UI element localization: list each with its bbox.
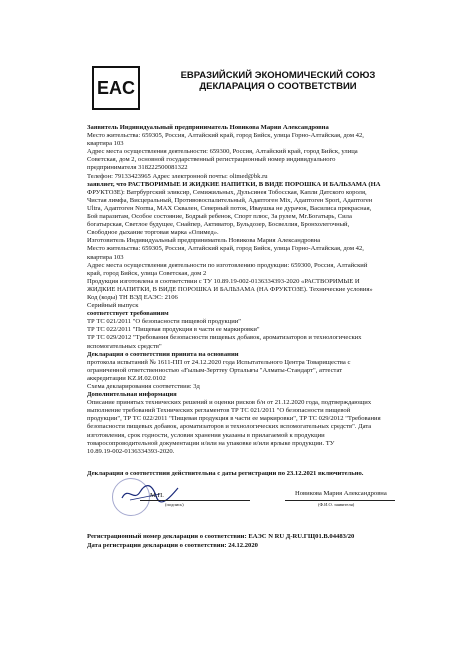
body-line: Свободное дыхание торговая марка «Олимед».	[87, 229, 219, 237]
registration-number-value: ЕАЭС N RU Д-RU.ГЩ01.В.04483/20	[248, 533, 355, 540]
body-line: Адрес места осуществления деятельности: 659300, Россия, Алтайский край, город Бийск, улица	[87, 148, 358, 156]
body-line: Ultra, Адаптоген Norma, MAX Сквален, Северный поток, Иваушка не дурачок, Василиса прекрасная,	[87, 204, 372, 212]
body-line: ТР ТС 022/2011 "Пищевая продукция в части ее маркировки"	[87, 326, 260, 334]
signature-caption: (подпись)	[165, 502, 184, 507]
eac-logo-text: EAC	[96, 77, 135, 98]
body-line: квартира 103	[87, 140, 124, 148]
body-line: Продукция изготовлена в соответствии с ТУ 10.89.19-002-0136334393-2020 «РАСТВОРИМЫЕ И	[87, 277, 360, 285]
body-line: Схема декларирования соответствия: 3д	[87, 383, 200, 390]
validity-statement: Декларация о соответствии действительна с даты регистрации по 23.12.2021 включительно.	[87, 470, 364, 477]
body-line: Место жительства: 659305, Россия, Алтайский край, город Бийск, улица Горно-Алтайская, дом 42,	[87, 132, 364, 140]
body-line: ФРУКТОЗЕ): Ватрбургский эликсир, Семижильных, Дульсинея Тобосская, Капли Датского короля,	[87, 188, 367, 196]
body-line: Описание принятых технических решений и оценки рисков б/н от 21.12.2020 года, подтверждающих	[87, 399, 372, 407]
body-line: безопасности пищевых добавок, ароматизаторов и технологических вспомогательных средств". Дата	[87, 423, 372, 431]
body-line: 10.89.19-002-0136334393-2020.	[87, 447, 175, 455]
declaration-body	[87, 124, 399, 456]
body-line: вспомогательных средств"	[87, 342, 162, 350]
registration-number-label: Регистрационный номер декларации о соответствии:	[87, 533, 247, 540]
body-line: Заявитель Индивидуальный предприниматель Новикова Мария Александровна	[87, 124, 329, 131]
stamp-placeholder-label: М.П.	[150, 492, 164, 499]
body-line: ТР ТС 021/2011 "О безопасности пищевой продукции"	[87, 318, 241, 326]
body-line: Место жительства: 659305, Россия, Алтайский край, город Бийск, улица Горно-Алтайская, дом 42,	[87, 245, 364, 253]
body-line: Телефон: 79133423965 Адрес электронной почты: olimed@bk.ru	[87, 172, 268, 180]
header-union: ЕВРАЗИЙСКИЙ ЭКОНОМИЧЕСКИЙ СОЮЗ	[180, 70, 376, 81]
body-line: квартира 103	[87, 253, 124, 261]
body-line: ТР ТС 029/2012 "Требования безопасности пищевых добавок, ароматизаторов и технологических	[87, 334, 362, 342]
body-line: Серийный выпуск	[87, 302, 139, 310]
body-line: Бой паразитам, Особое состояние, Бодрый ребенок, Спорт плюс, За рулем, Mr.Богатырь, Сила	[87, 213, 352, 221]
body-line: Дополнительная информация	[87, 391, 177, 399]
document-header	[178, 70, 378, 92]
body-line: протокола испытаний № 1611-ПП от 24.12.2020 года Испытательного Центра Товарищества с	[87, 358, 351, 366]
body-line: изготовления, срок годности, условия хранения указаны в прилагаемой к продукции	[87, 431, 325, 439]
body-line: Адрес места осуществления деятельности по изготовлению продукции: 659300, Россия, Алтайский	[87, 261, 368, 269]
body-line: Изготовитель Индивидуальный предприниматель Новикова Мария Александровна	[87, 237, 321, 245]
body-line: выполнение требований Технических регламентов ТР ТС 021/2011 "О безопасности пищевой	[87, 407, 351, 415]
body-line: предпринимателя 318222500081322	[87, 164, 188, 172]
body-line: ЖИДКИЕ НАПИТКИ, В ВИДЕ ПОРОШКА И БАЛЬЗАМА (НА ФРУКТОЗЕ). Технические условия»	[87, 285, 373, 293]
header-title: ДЕКЛАРАЦИЯ О СООТВЕТСТВИИ	[199, 81, 357, 92]
body-line: Код (коды) ТН ВЭД ЕАЭС: 2106	[87, 293, 178, 301]
signature-line	[140, 500, 250, 501]
body-line: Советская, дом 2, основной государственный регистрационный номер индивидуального	[87, 156, 336, 164]
signer-name: Новикова Мария Александровна	[295, 490, 387, 497]
registration-number-row	[87, 533, 407, 542]
registration-date-label: Дата регистрации декларации о соответствии:	[87, 541, 227, 549]
eac-logo	[92, 66, 140, 110]
body-line: товаросопроводительной документации и/или на упаковке и/или ярлыке продукции. ТУ	[87, 439, 335, 447]
registration-block	[87, 533, 407, 550]
body-line: заявляет, что РАСТВОРИМЫЕ И ЖИДКИЕ НАПИТКИ, В ВИДЕ ПОРОШКА И БАЛЬЗАМА (НА	[87, 180, 381, 188]
body-line: богатырская, Светлое будущее, Снайпер, Активатор, Бульдозер, Босвеллия, Бронхолегочный,	[87, 221, 350, 229]
body-line: Чистая лимфа, Висцеральный, Противовоспалительный, Адаптоген Mix, Адаптоген Sport, Адаптоген	[87, 196, 373, 204]
body-line: ограниченной ответственностью «Ғылым-Зерттеу Орталығы "Алматы-Стандарт", аттестат	[87, 366, 343, 374]
registration-date-row	[87, 542, 407, 551]
body-line: соответствует требованиям	[87, 310, 169, 318]
body-line: край, город Бийск, улица Советская, дом 2	[87, 269, 207, 277]
body-line: аккредитации KZ.И.02.0102	[87, 374, 166, 382]
name-caption: (Ф.И.О. заявителя)	[318, 502, 355, 507]
name-line	[285, 500, 395, 501]
body-line: Декларация о соответствии принята на основании	[87, 350, 239, 358]
body-line: продукции", ТР ТС 022/2011 "Пищевая продукция в части ее маркировки", ТР ТС 029/2012 "Требования	[87, 415, 381, 423]
registration-date-value: 24.12.2020	[228, 541, 258, 549]
